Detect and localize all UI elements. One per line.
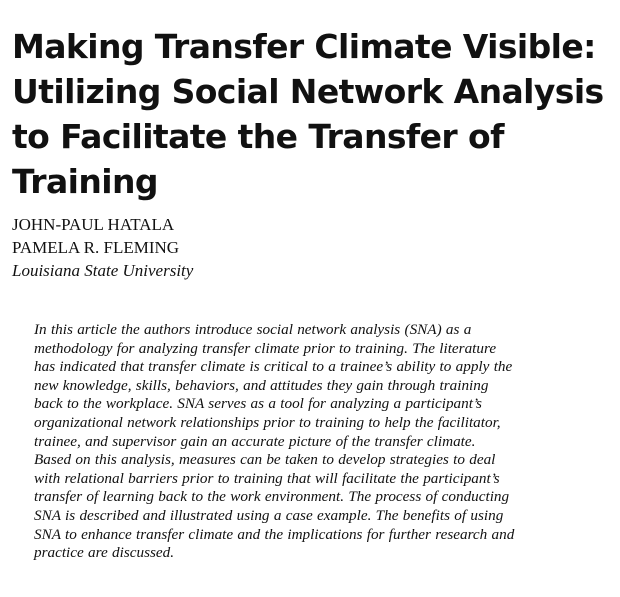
- abstract-line: new knowledge, skills, behaviors, and attitudes they gain through training: [34, 376, 489, 394]
- abstract-line: SNA to enhance transfer climate and the implications for further research and: [34, 525, 515, 543]
- abstract-line: trainee, and supervisor gain an accurate picture of the transfer climate.: [34, 432, 476, 450]
- abstract-line: with relational barriers prior to training that will facilitate the participant’s: [34, 469, 500, 487]
- abstract-line: has indicated that transfer climate is critical to a trainee’s ability to apply the: [34, 358, 513, 376]
- abstract-line: organizational network relationships prior to training to help the facilitator,: [34, 413, 501, 431]
- abstract-line: transfer of learning back to the work environment. The process of conducting: [34, 488, 510, 506]
- author-block: [12, 213, 193, 282]
- abstract-line: In this article the authors introduce social network analysis (SNA) as a: [34, 321, 472, 338]
- title-line: Making Transfer Climate Visible:: [12, 27, 596, 66]
- title-line: Training: [12, 162, 158, 201]
- abstract-line: methodology for analyzing transfer climate prior to training. The literature: [34, 339, 497, 357]
- author-affiliation: Louisiana State University: [12, 261, 194, 280]
- author-name: PAMELA R. FLEMING: [12, 238, 180, 257]
- author-name: JOHN-PAUL HATALA: [12, 215, 175, 234]
- abstract-line: practice are discussed.: [34, 544, 175, 562]
- title-line: Utilizing Social Network Analysis: [12, 72, 604, 111]
- title-line: to Facilitate the Transfer of: [12, 117, 504, 156]
- abstract-line: Based on this analysis, measures can be taken to develop strategies to deal: [34, 451, 496, 469]
- abstract-line: back to the workplace. SNA serves as a tool for analyzing a participant’s: [34, 395, 482, 413]
- abstract: [34, 321, 609, 563]
- abstract-line: SNA is described and illustrated using a case example. The benefits of using: [34, 506, 504, 524]
- article-title: [12, 24, 612, 204]
